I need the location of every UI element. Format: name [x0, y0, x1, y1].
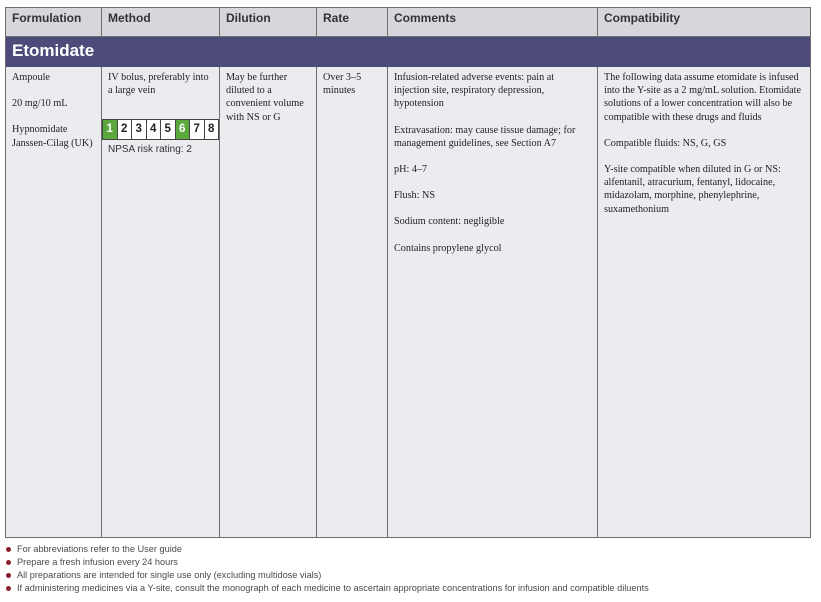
- risk-box-1: 1: [103, 120, 118, 139]
- footnote-text: For abbreviations refer to the User guide: [17, 544, 182, 554]
- rate-text: Over 3–5 minutes: [323, 72, 362, 97]
- npsa-risk-label: NPSA risk rating: 2: [108, 144, 192, 156]
- header-method: Method: [102, 8, 220, 36]
- header-comments: Comments: [388, 8, 598, 36]
- risk-box-5: 5: [161, 120, 176, 139]
- header-row: [6, 8, 810, 37]
- footnote: [5, 543, 817, 556]
- bullet-icon: [6, 573, 11, 578]
- risk-box-4: 4: [147, 120, 162, 139]
- footnote: [5, 556, 817, 569]
- risk-box-8: 8: [205, 120, 219, 139]
- risk-box-3: 3: [132, 120, 147, 139]
- drug-title: Etomidate: [6, 37, 810, 67]
- risk-box-6: 6: [176, 120, 191, 139]
- header-dilution: Dilution: [220, 8, 317, 36]
- comment-extravasation: Extravasation: may cause tissue damage; for management guidelines, see Section A7: [394, 124, 576, 149]
- comment-excipient: Contains propylene glycol: [394, 242, 502, 254]
- header-formulation: Formulation: [6, 8, 102, 36]
- method-cell: [102, 67, 220, 537]
- compatibility-fluids: Compatible fluids: NS, G, GS: [604, 137, 727, 149]
- comments-cell: [388, 67, 598, 537]
- drug-row: [6, 67, 810, 537]
- footnote-text: If administering medicines via a Y-site, consult the monograph of each medicine to ascertain appropriate concentrations for infusion and compatible diluents: [17, 583, 649, 593]
- monograph-table: [5, 7, 811, 538]
- rate-cell: [317, 67, 388, 537]
- footnote: [5, 582, 817, 595]
- comment-ph: pH: 4–7: [394, 164, 428, 176]
- comment-flush: Flush: NS: [394, 190, 436, 202]
- npsa-risk-scale: [102, 119, 219, 140]
- formulation-cell: [6, 67, 102, 537]
- risk-box-7: 7: [190, 120, 205, 139]
- compatibility-ysite: Y-site compatible when diluted in G or NS: alfentanil, atracurium, fentanyl, lidocaine, midazolam, morphine, phenylephrine, suxamethonium: [604, 164, 781, 215]
- header-rate: Rate: [317, 8, 388, 36]
- bullet-icon: [6, 586, 11, 591]
- footnote-text: Prepare a fresh infusion every 24 hours: [17, 557, 178, 567]
- footnote-text: All preparations are intended for single use only (excluding multidose vials): [17, 570, 322, 580]
- bullet-icon: [6, 547, 11, 552]
- dilution-cell: [220, 67, 317, 537]
- risk-box-2: 2: [118, 120, 133, 139]
- comment-adverse-events: Infusion-related adverse events: pain at injection site, respiratory depression, hypotension: [394, 72, 555, 110]
- dilution-text: May be further diluted to a convenient volume with NS or G: [226, 72, 304, 123]
- header-compatibility: Compatibility: [604, 11, 681, 25]
- compatibility-assumption: The following data assume etomidate is infused into the Y-site as a 2 mg/mL solution. Etomidate solutions of a lower concentration will also be compatible with these drugs and fluids: [604, 72, 802, 123]
- comment-sodium: Sodium content: negligible: [394, 216, 505, 228]
- formulation-type: Ampoule: [12, 72, 50, 83]
- compatibility-cell: [598, 67, 810, 537]
- bullet-icon: [6, 560, 11, 565]
- formulation-strength: 20 mg/10 mL: [12, 98, 68, 110]
- footnotes: [5, 543, 817, 595]
- method-text: IV bolus, preferably into a large vein: [108, 72, 209, 97]
- footnote: [5, 569, 817, 582]
- formulation-brand: Hypnomidate Janssen-Cilag (UK): [12, 124, 93, 149]
